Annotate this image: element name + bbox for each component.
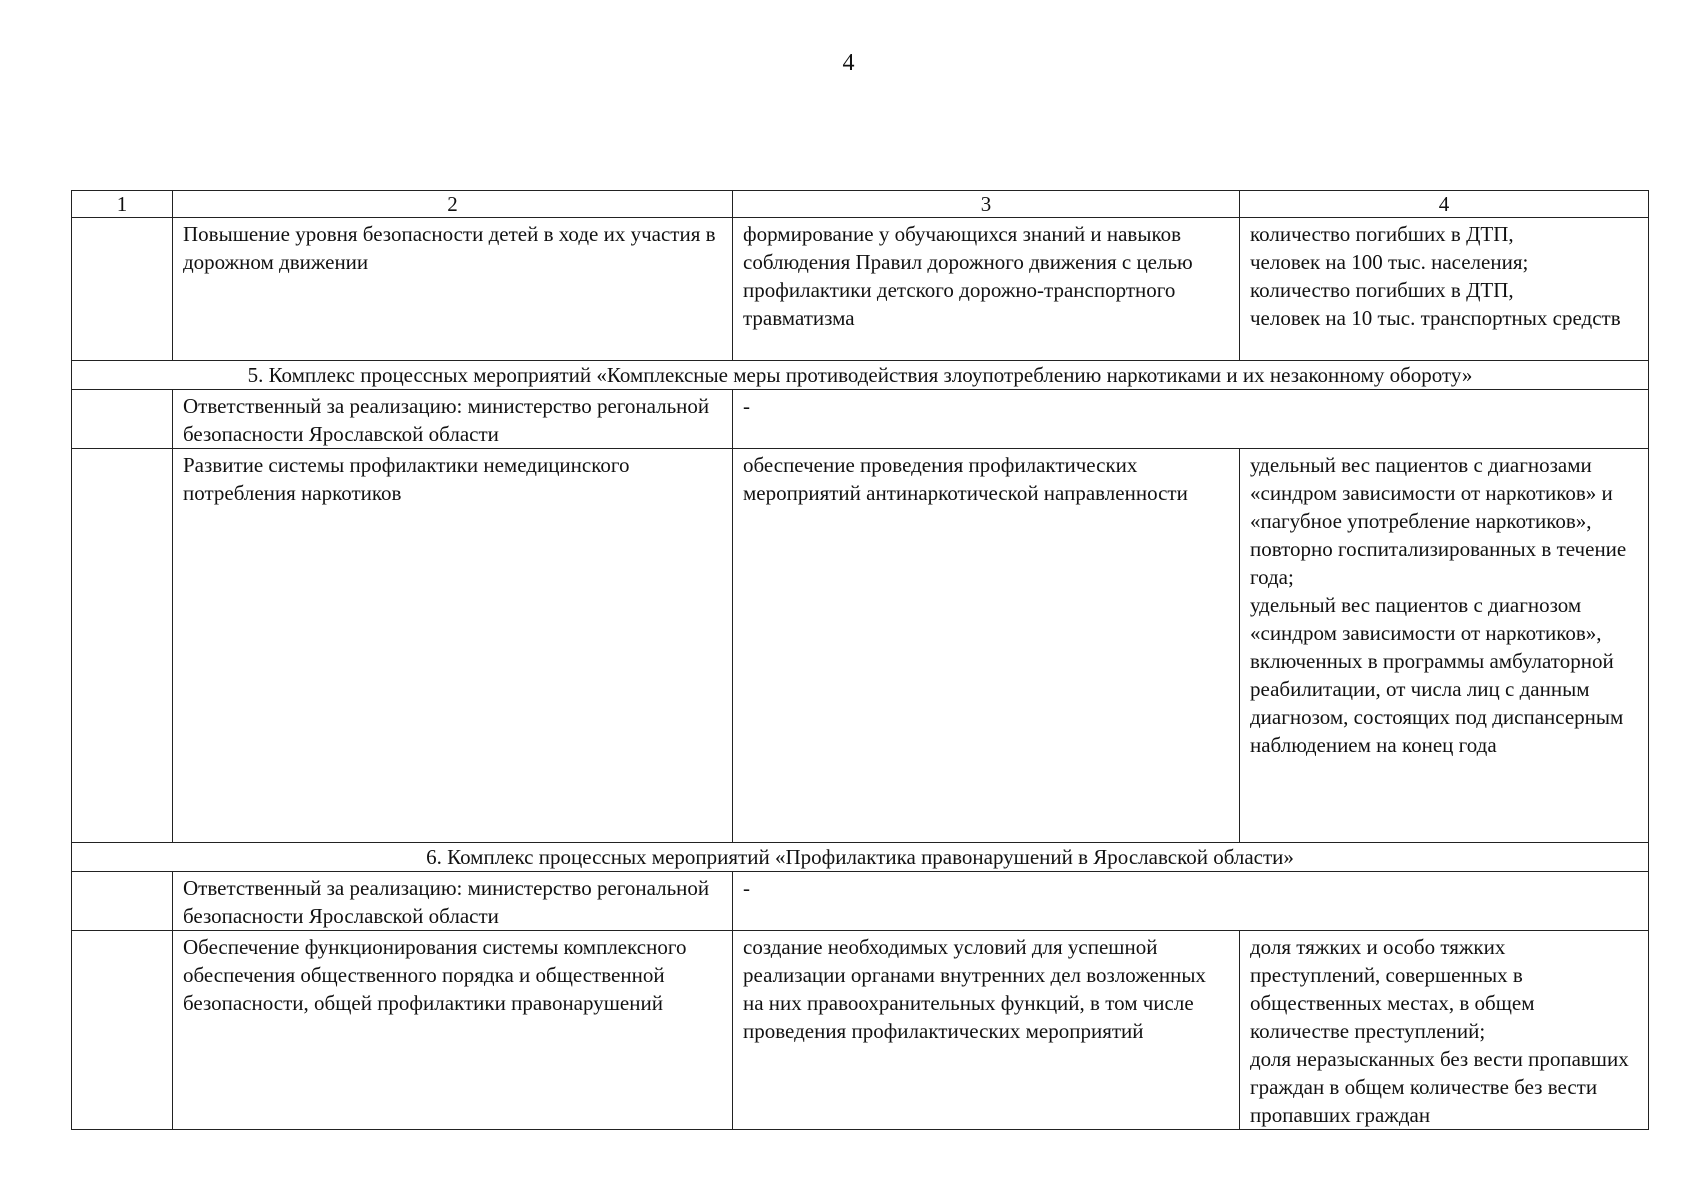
indicator-cell: доля тяжких и особо тяжких преступлений, совершенных в общественных местах, в общем количестве преступлений; доля неразысканных без вести пропавших граждан в общем количестве без вести пропавших граждан xyxy=(1240,931,1649,1130)
result-cell: создание необходимых условий для успешной реализации органами внутренних дел возложенных на них правоохранительных функций, в том числе проведения профилактических мероприятий xyxy=(733,931,1240,1130)
indicator-cell: количество погибших в ДТП, человек на 100 тыс. населения; количество погибших в ДТП, человек на 10 тыс. транспортных средств xyxy=(1240,218,1649,361)
result-cell: формирование у обучающихся знаний и навыков соблюдения Правил дорожного движения с целью профилактики детского дорожно-транспортного травматизма xyxy=(733,218,1240,361)
table-row xyxy=(72,872,1649,931)
responsible-cell: Ответственный за реализацию: министерство регональной безопасности Ярославской области xyxy=(173,872,733,931)
page-number: 4 xyxy=(842,50,855,76)
result-cell: обеспечение проведения профилактических мероприятий антинаркотической направленности xyxy=(733,449,1240,843)
document-table xyxy=(71,190,1649,1130)
table-header-row xyxy=(72,191,1649,218)
section-heading-row xyxy=(72,361,1649,390)
row-number-cell xyxy=(72,931,173,1130)
responsible-cell: Ответственный за реализацию: министерство регональной безопасности Ярославской области xyxy=(173,390,733,449)
task-cell: Обеспечение функционирования системы комплексного обеспечения общественного порядка и общественной безопасности, общей профилактики правонарушений xyxy=(173,931,733,1130)
header-cell-3: 3 xyxy=(733,191,1240,218)
responsible-value-cell: - xyxy=(733,872,1649,931)
header-cell-1: 1 xyxy=(72,191,173,218)
header-cell-2: 2 xyxy=(173,191,733,218)
task-cell: Повышение уровня безопасности детей в ходе их участия в дорожном движении xyxy=(173,218,733,361)
task-cell: Развитие системы профилактики немедицинского потребления наркотиков xyxy=(173,449,733,843)
table-row xyxy=(72,390,1649,449)
section-heading-row xyxy=(72,843,1649,872)
row-number-cell xyxy=(72,449,173,843)
row-number-cell xyxy=(72,218,173,361)
row-number-cell xyxy=(72,390,173,449)
row-number-cell xyxy=(72,872,173,931)
table-row xyxy=(72,218,1649,361)
table-row xyxy=(72,449,1649,843)
header-cell-4: 4 xyxy=(1240,191,1649,218)
section-6-title: 6. Комплекс процессных мероприятий «Профилактика правонарушений в Ярославской области» xyxy=(72,843,1649,872)
table-row xyxy=(72,931,1649,1130)
indicator-cell: удельный вес пациентов с диагнозами «синдром зависимости от наркотиков» и «пагубное употребление наркотиков», повторно госпитализированных в течение года; удельный вес пациентов с диагнозом «синдром зависимости от наркотиков», включенных в программы амбулаторной реабилитации, от числа лиц с данным диагнозом, состоящих под диспансерным наблюдением на конец года xyxy=(1240,449,1649,843)
responsible-value-cell: - xyxy=(733,390,1649,449)
section-5-title: 5. Комплекс процессных мероприятий «Комплексные меры противодействия злоупотреблению наркотиками и их незаконному обороту» xyxy=(72,361,1649,390)
